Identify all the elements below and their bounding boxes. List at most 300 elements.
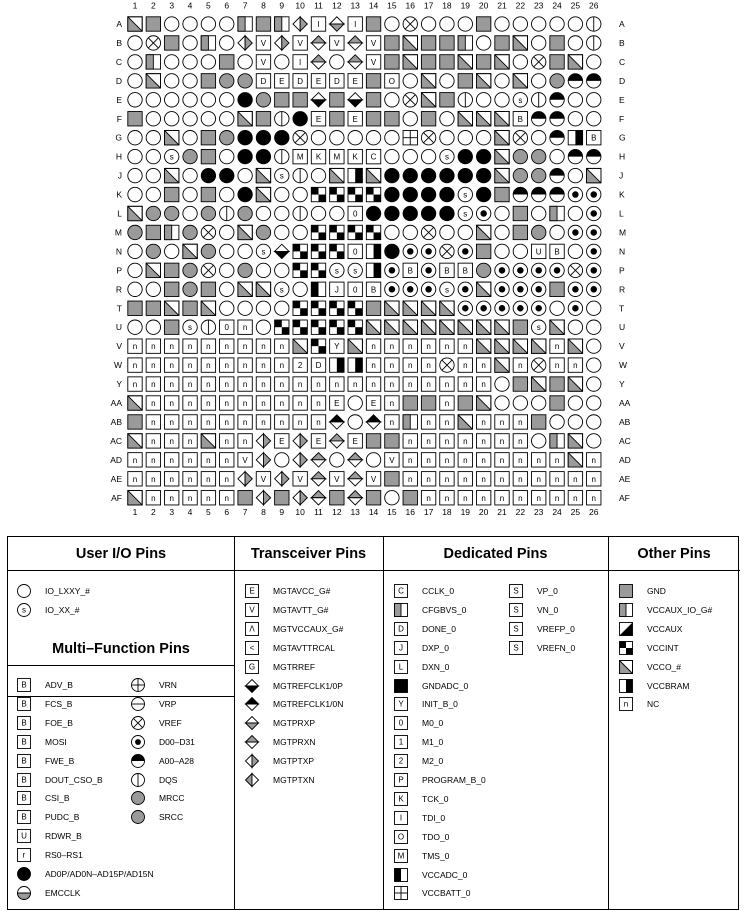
- svg-text:n: n: [389, 361, 395, 371]
- pin-K18: [440, 187, 454, 201]
- pin-R9: [275, 282, 289, 296]
- pin-A9: [275, 17, 289, 31]
- pin-B9: [275, 36, 289, 50]
- legend-item: [618, 696, 659, 712]
- svg-text:n: n: [169, 436, 174, 446]
- svg-text:n: n: [224, 436, 229, 446]
- pin-F22: [513, 112, 527, 126]
- pin-L7: [238, 206, 252, 220]
- svg-text:n: n: [206, 361, 211, 371]
- svg-text:n: n: [444, 399, 450, 409]
- legend-symbol-icon: [16, 866, 32, 882]
- pin-N1: [128, 244, 142, 258]
- pin-B21: [495, 36, 509, 50]
- pin-K15: [385, 187, 399, 201]
- pin-H2: [146, 149, 160, 163]
- pin-AF20: [476, 491, 490, 505]
- pin-U26: [587, 320, 601, 334]
- pin-U6: [220, 320, 234, 334]
- row-label-right: E: [619, 94, 625, 105]
- pin-L15: [385, 206, 399, 220]
- pin-Y8: [256, 377, 270, 391]
- legend-symbol-icon: [508, 583, 524, 599]
- legend-label: DONE_0: [422, 623, 457, 634]
- pin-K25: [568, 187, 582, 201]
- pin-P9: [275, 263, 289, 277]
- legend-label: ADV_B: [45, 680, 73, 690]
- pin-AA24: [550, 396, 564, 410]
- pin-R4: [183, 282, 197, 296]
- pin-P16: [403, 263, 417, 277]
- col-label-bottom: 7: [242, 507, 248, 517]
- col-label-bottom: 6: [224, 507, 230, 517]
- pin-M19: [458, 225, 472, 239]
- pin-B11: [311, 36, 325, 50]
- svg-text:B: B: [21, 737, 27, 747]
- svg-text:n: n: [279, 417, 285, 427]
- row-label-left: M: [114, 227, 122, 238]
- pin-C21: [495, 55, 509, 69]
- legend-item: [244, 583, 330, 599]
- pin-V23: [532, 339, 546, 353]
- pin-R22: [513, 282, 527, 296]
- svg-text:n: n: [279, 342, 285, 352]
- pin-J21: [495, 168, 509, 182]
- pin-N19: [458, 244, 472, 258]
- svg-text:n: n: [463, 361, 468, 371]
- pin-C7: [238, 55, 252, 69]
- svg-text:s: s: [536, 323, 541, 333]
- pin-P14: [366, 263, 380, 277]
- pin-Y3: [165, 377, 179, 391]
- pin-R11: [311, 282, 325, 296]
- pin-J17: [421, 168, 435, 182]
- pin-M25: [568, 225, 582, 239]
- pin-F3: [165, 112, 179, 126]
- svg-text:Λ: Λ: [249, 624, 255, 634]
- pin-E19: [458, 93, 472, 107]
- svg-text:n: n: [297, 417, 303, 427]
- svg-text:n: n: [536, 455, 541, 465]
- pin-AE7: [238, 472, 252, 486]
- pin-Y22: [513, 377, 527, 391]
- legend-item: [244, 678, 343, 694]
- pin-G21: [495, 131, 509, 145]
- svg-text:n: n: [518, 474, 523, 484]
- pin-AE2: [146, 472, 160, 486]
- pin-M9: [275, 225, 289, 239]
- svg-text:E: E: [315, 114, 322, 124]
- pin-K8: [256, 187, 270, 201]
- pin-P1: [128, 263, 142, 277]
- pin-AA14: [366, 396, 380, 410]
- svg-text:n: n: [573, 361, 578, 371]
- legend-item: [16, 866, 154, 882]
- pin-AF4: [183, 491, 197, 505]
- pin-J24: [550, 168, 564, 182]
- row-label-right: V: [619, 341, 625, 352]
- col-label-top: 5: [206, 0, 211, 11]
- legend-label: M2_0: [422, 756, 444, 767]
- legend-label: FOE_B: [45, 717, 73, 728]
- pin-AE26: [587, 472, 601, 486]
- pin-AE15: [385, 472, 399, 486]
- pin-K19: [458, 187, 472, 201]
- svg-text:n: n: [389, 417, 395, 427]
- row-label-left: AF: [111, 492, 122, 503]
- svg-text:n: n: [463, 436, 468, 446]
- legend-item: [16, 809, 79, 825]
- pin-R1: [128, 282, 142, 296]
- pin-C22: [513, 55, 527, 69]
- legend-label: FCS_B: [45, 698, 73, 709]
- pin-U1: [128, 320, 142, 334]
- pin-Y2: [146, 377, 160, 391]
- svg-text:n: n: [224, 417, 229, 427]
- pin-H15: [385, 149, 399, 163]
- legend-symbol-icon: [16, 677, 32, 693]
- pin-E9: [275, 93, 289, 107]
- legend-symbol-icon: [393, 791, 409, 807]
- pin-L12: [330, 206, 344, 220]
- row-label-right: D: [619, 75, 626, 86]
- pin-E24: [550, 93, 564, 107]
- legend-label: VREF: [159, 717, 182, 728]
- pin-K7: [238, 187, 252, 201]
- pin-A15: [385, 17, 399, 31]
- row-label-right: J: [619, 170, 624, 181]
- svg-text:M: M: [397, 851, 405, 861]
- legend-item: [393, 696, 458, 712]
- pin-AC9: [275, 434, 289, 448]
- pin-K21: [495, 187, 509, 201]
- pin-AE19: [458, 472, 472, 486]
- legend-label: VN_0: [537, 604, 559, 615]
- pin-J26: [587, 168, 601, 182]
- pin-F12: [330, 112, 344, 126]
- svg-text:C: C: [370, 152, 377, 162]
- pin-E3: [165, 93, 179, 107]
- pin-H19: [458, 149, 472, 163]
- svg-text:O: O: [397, 832, 405, 842]
- pin-AE22: [513, 472, 527, 486]
- pin-A23: [532, 17, 546, 31]
- svg-text:n: n: [187, 474, 193, 484]
- pin-R20: [476, 282, 490, 296]
- col-label-top: 21: [497, 0, 507, 11]
- svg-text:n: n: [371, 342, 376, 352]
- pin-L23: [532, 206, 546, 220]
- pin-D9: [275, 74, 289, 88]
- pin-C19: [458, 55, 472, 69]
- pin-AF16: [403, 491, 417, 505]
- pin-AF25: [568, 491, 582, 505]
- pin-N16: [403, 244, 417, 258]
- svg-text:n: n: [206, 399, 211, 409]
- pin-AD7: [238, 453, 252, 467]
- pin-C25: [568, 55, 582, 69]
- pin-J15: [385, 168, 399, 182]
- pin-Y18: [440, 377, 454, 391]
- pin-E15: [385, 93, 399, 107]
- pin-W4: [183, 358, 197, 372]
- legend-symbol-icon: [244, 583, 260, 599]
- svg-text:B: B: [517, 114, 524, 124]
- pin-AD16: [403, 453, 417, 467]
- pin-R17: [421, 282, 435, 296]
- col-label-bottom: 1: [132, 507, 138, 517]
- pin-J7: [238, 168, 252, 182]
- pin-Y17: [421, 377, 435, 391]
- legend-symbol-icon: [16, 885, 32, 901]
- pin-J20: [476, 168, 490, 182]
- col-label-bottom: 4: [187, 507, 193, 517]
- row-label-left: R: [115, 284, 122, 295]
- legend-item: [130, 677, 177, 693]
- pin-H21: [495, 149, 509, 163]
- pin-AB12: [330, 415, 344, 429]
- legend-item: [618, 640, 679, 656]
- svg-text:n: n: [426, 361, 431, 371]
- pin-T10: [293, 301, 307, 315]
- pin-V21: [495, 339, 509, 353]
- pin-M17: [421, 225, 435, 239]
- pin-AC20: [476, 434, 490, 448]
- pin-K26: [587, 187, 601, 201]
- pin-N13: [348, 244, 362, 258]
- pin-N4: [183, 244, 197, 258]
- legend-symbol-icon: [244, 772, 260, 788]
- legend-symbol-icon: [393, 659, 409, 675]
- pin-G17: [421, 131, 435, 145]
- pin-AE12: [330, 472, 344, 486]
- pin-E6: [220, 93, 234, 107]
- pin-P24: [550, 263, 564, 277]
- pin-R6: [220, 282, 234, 296]
- pin-R26: [587, 282, 601, 296]
- pin-N6: [220, 244, 234, 258]
- pin-P18: [440, 263, 454, 277]
- pin-M7: [238, 225, 252, 239]
- pin-K2: [146, 187, 160, 201]
- legend-item: [393, 885, 471, 901]
- svg-text:n: n: [573, 474, 578, 484]
- svg-text:n: n: [426, 493, 431, 503]
- pin-F9: [275, 112, 289, 126]
- pin-K4: [183, 187, 197, 201]
- pin-C17: [421, 55, 435, 69]
- legend-label: VREFP_0: [537, 623, 575, 634]
- col-label-top: 2: [150, 0, 156, 11]
- pin-C15: [385, 55, 399, 69]
- pin-AC10: [293, 434, 307, 448]
- pin-AD5: [201, 453, 215, 467]
- pin-U22: [513, 320, 527, 334]
- legend-label: VRN: [159, 680, 177, 690]
- svg-text:n: n: [297, 399, 303, 409]
- pin-U13: [348, 320, 362, 334]
- legend-label: VCCAUX_IO_G#: [647, 604, 713, 615]
- svg-text:n: n: [151, 417, 156, 427]
- col-label-bottom: 13: [350, 507, 360, 517]
- col-label-top: 1: [132, 0, 138, 11]
- col-label-bottom: 8: [261, 507, 266, 517]
- pin-C4: [183, 55, 197, 69]
- row-label-left: U: [115, 322, 122, 333]
- pin-K9: [275, 187, 289, 201]
- pin-D7: [238, 74, 252, 88]
- legend-label: MGTAVTTRCAL: [273, 642, 336, 653]
- row-label-right: W: [619, 360, 628, 371]
- pin-M4: [183, 225, 197, 239]
- svg-text:s: s: [334, 266, 339, 276]
- legend-label: PUDC_B: [45, 812, 80, 823]
- pin-E16: [403, 93, 417, 107]
- pin-N11: [311, 244, 325, 258]
- legend-symbol-icon: [130, 809, 146, 825]
- svg-text:n: n: [554, 493, 560, 503]
- legend-item: [393, 715, 443, 731]
- pin-E5: [201, 93, 215, 107]
- svg-text:s: s: [353, 266, 358, 276]
- pin-U21: [495, 320, 509, 334]
- legend-label: DQS: [159, 774, 178, 785]
- legend-item: [244, 640, 335, 656]
- pin-AF2: [146, 491, 160, 505]
- row-label-right: U: [619, 322, 626, 333]
- svg-text:P: P: [398, 775, 404, 785]
- pin-D12: [330, 74, 344, 88]
- pin-T8: [256, 301, 270, 315]
- svg-text:E: E: [279, 76, 285, 86]
- svg-text:n: n: [463, 493, 468, 503]
- pin-V9: [275, 339, 289, 353]
- pin-AA9: [275, 396, 289, 410]
- row-label-left: T: [116, 303, 122, 314]
- pin-AE18: [440, 472, 454, 486]
- pin-AC3: [165, 434, 179, 448]
- svg-text:n: n: [389, 342, 395, 352]
- pin-N10: [293, 244, 307, 258]
- pin-U8: [256, 320, 270, 334]
- pin-AE1: [128, 472, 142, 486]
- legend-label: M0_0: [422, 718, 444, 729]
- pin-C11: [311, 55, 325, 69]
- svg-text:n: n: [426, 436, 431, 446]
- pin-V20: [476, 339, 490, 353]
- pin-V11: [311, 339, 325, 353]
- pin-AF3: [165, 491, 179, 505]
- pin-E21: [495, 93, 509, 107]
- pin-W15: [385, 358, 399, 372]
- pin-U17: [421, 320, 435, 334]
- pin-L11: [311, 206, 325, 220]
- legend-symbol-icon: [244, 696, 260, 712]
- pin-R21: [495, 282, 509, 296]
- pin-G6: [220, 131, 234, 145]
- pin-AC5: [201, 434, 215, 448]
- pin-D4: [183, 74, 197, 88]
- svg-text:s: s: [279, 285, 284, 295]
- pin-F13: [348, 112, 362, 126]
- pin-K5: [201, 187, 215, 201]
- pin-G16: [403, 131, 417, 145]
- pin-V6: [220, 339, 234, 353]
- svg-text:n: n: [499, 436, 505, 446]
- pin-H20: [476, 149, 490, 163]
- pin-P17: [421, 263, 435, 277]
- svg-text:K: K: [398, 794, 404, 804]
- svg-text:n: n: [132, 455, 138, 465]
- pin-R23: [532, 282, 546, 296]
- legend-symbol-icon: [16, 828, 32, 844]
- pin-G24: [550, 130, 564, 144]
- pin-AF23: [532, 491, 546, 505]
- row-label-right: G: [619, 132, 626, 143]
- pin-U9: [275, 320, 289, 334]
- legend-label: MGTPTXN: [273, 775, 315, 785]
- pin-L9: [275, 206, 289, 220]
- legend-label: MGTREFCLK1/0N: [273, 699, 344, 710]
- pin-G5: [201, 131, 215, 145]
- pin-L14: [366, 206, 380, 220]
- pin-B5: [201, 36, 215, 50]
- pin-Y24: [550, 377, 564, 391]
- pin-R24: [550, 282, 564, 296]
- svg-text:B: B: [21, 794, 27, 804]
- pin-AB9: [275, 415, 289, 429]
- svg-text:n: n: [169, 417, 174, 427]
- col-label-top: 18: [442, 0, 452, 11]
- pin-AB14: [366, 415, 380, 429]
- svg-text:n: n: [426, 342, 431, 352]
- pin-P22: [513, 263, 527, 277]
- pin-D13: [348, 74, 362, 88]
- pin-W22: [513, 358, 527, 372]
- legend-symbol-icon: [393, 829, 409, 845]
- pin-F11: [311, 112, 325, 126]
- pin-L21: [495, 206, 509, 220]
- pin-K24: [550, 187, 564, 201]
- legend-item: [16, 602, 80, 618]
- pin-AF11: [311, 491, 325, 505]
- pin-M15: [385, 225, 399, 239]
- pin-L20: [476, 206, 490, 220]
- pin-P21: [495, 263, 509, 277]
- svg-text:Y: Y: [398, 700, 404, 710]
- pin-AD14: [366, 453, 380, 467]
- legend-item: [130, 809, 183, 825]
- pin-AA13: [348, 396, 362, 410]
- svg-text:K: K: [315, 152, 322, 162]
- legend-symbol-icon: [244, 715, 260, 731]
- legend-label: MGTAVCC_G#: [273, 586, 331, 596]
- pin-AA6: [220, 396, 234, 410]
- svg-text:n: n: [151, 342, 156, 352]
- pin-W19: [458, 358, 472, 372]
- svg-text:n: n: [518, 455, 523, 465]
- pin-F15: [385, 112, 399, 126]
- pin-M24: [550, 225, 564, 239]
- row-label-left: L: [117, 208, 122, 219]
- pin-U4: [183, 320, 197, 334]
- legend-label: VCCBRAM: [647, 680, 690, 691]
- row-label-right: R: [619, 284, 626, 295]
- legend-symbol-icon: [508, 602, 524, 618]
- pin-T5: [201, 301, 215, 315]
- pin-AA17: [421, 396, 435, 410]
- col-label-bottom: 26: [589, 507, 599, 517]
